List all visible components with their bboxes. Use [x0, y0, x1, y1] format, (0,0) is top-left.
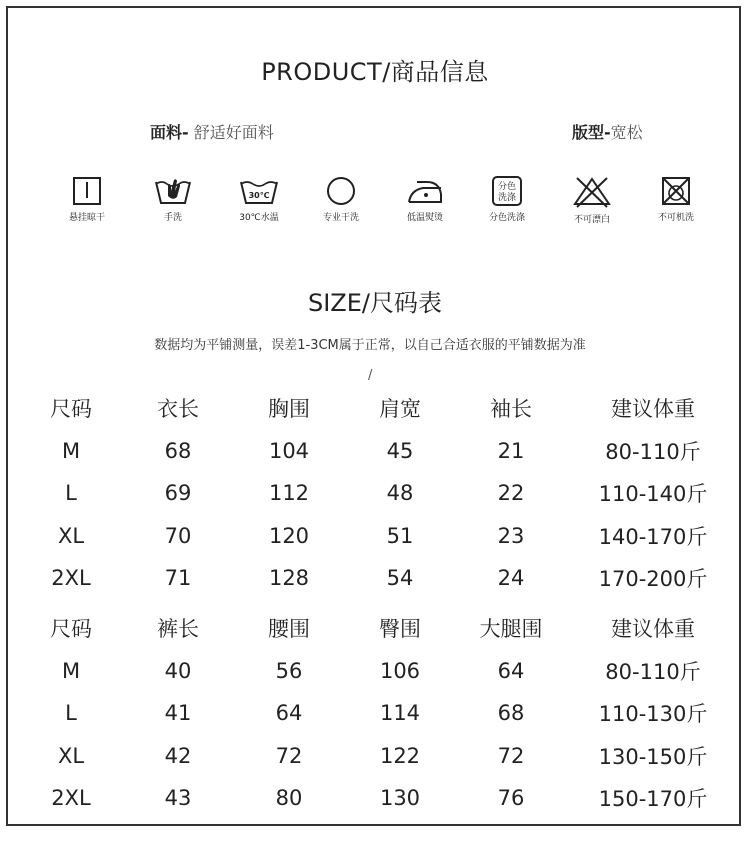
wash-30c-icon — [238, 176, 280, 206]
table-cell: 24 — [497, 566, 525, 591]
header-cell: 臀围 — [379, 617, 421, 642]
table-cell: 56 — [275, 658, 303, 683]
table-cell: 22 — [497, 481, 525, 506]
table-cell: 110-130斤 — [598, 702, 708, 727]
table-cell: 128 — [268, 566, 310, 591]
table-cell: 68 — [164, 438, 192, 463]
table-cell: XL — [57, 523, 85, 548]
care-item-no-bleach — [557, 176, 627, 225]
table-cell: 40 — [164, 658, 192, 683]
care-item-wash-separately — [472, 176, 542, 223]
care-label: 分色洗涤 — [488, 213, 525, 223]
table-row — [20, 777, 740, 820]
table-cell: 140-170斤 — [598, 524, 708, 549]
table-cell: 51 — [386, 523, 414, 548]
header-cell: 大腿围 — [479, 617, 543, 642]
fit-label: 版型- — [572, 123, 611, 142]
table-cell: 23 — [497, 523, 525, 548]
care-label: 30℃水温 — [239, 213, 279, 223]
fit-value: 宽松 — [610, 123, 643, 142]
care-label: 不可机洗 — [657, 213, 694, 223]
header-cell: 建议体重 — [611, 397, 695, 422]
header-cell: 袖长 — [490, 397, 532, 422]
table-cell: 104 — [268, 438, 310, 463]
care-label: 专业干洗 — [322, 213, 359, 223]
table-cell: 54 — [386, 566, 414, 591]
wash-separately-icon — [490, 176, 524, 206]
iron-low-icon — [405, 176, 445, 206]
svg-text:洗涤: 洗涤 — [497, 193, 517, 203]
care-label: 悬挂晾干 — [68, 213, 105, 223]
table-row — [20, 430, 740, 473]
care-label: 低温熨烫 — [406, 213, 443, 223]
table-cell: 71 — [164, 566, 192, 591]
dry-clean-icon — [324, 176, 358, 206]
table-row — [20, 692, 740, 735]
table-cell: 120 — [268, 523, 310, 548]
table-cell: 64 — [497, 658, 525, 683]
table-cell: 80-110斤 — [605, 439, 701, 464]
care-icons-row — [0, 176, 750, 236]
table-row — [20, 515, 740, 558]
fabric-value: 舒适好面料 — [188, 123, 274, 142]
care-label: 手洗 — [163, 213, 182, 223]
header-cell: 腰围 — [268, 617, 310, 642]
care-item-hand-wash — [138, 176, 208, 223]
table-cell: 70 — [164, 523, 192, 548]
table-header-row — [20, 607, 740, 650]
table-cell: 21 — [497, 438, 525, 463]
table-cell: 68 — [497, 701, 525, 726]
table-cell: 80-110斤 — [605, 659, 701, 684]
product-title: PRODUCT/商品信息 — [261, 58, 489, 86]
table-cell: 42 — [164, 743, 192, 768]
table-cell: 106 — [379, 658, 421, 683]
fabric-info — [150, 120, 274, 143]
table-cell: 130 — [379, 786, 421, 811]
no-machine-wash-icon — [659, 176, 693, 206]
care-item-no-machine-wash — [641, 176, 711, 223]
svg-text:30℃: 30℃ — [248, 191, 270, 200]
table-cell: 43 — [164, 786, 192, 811]
care-item-iron-low — [390, 176, 460, 223]
header-cell: 胸围 — [268, 397, 310, 422]
measurement-note: 数据均为平铺测量，误差1-3CM属于正常，以自己合适衣服的平铺数据为准 — [154, 338, 586, 353]
header-cell: 建议体重 — [611, 617, 695, 642]
care-item-wash-30c — [224, 176, 294, 223]
care-item-dry-clean — [306, 176, 376, 223]
table-cell: XL — [57, 743, 85, 768]
table-cell: 170-200斤 — [598, 567, 708, 592]
table-cell: 2XL — [51, 786, 91, 811]
table-cell: M — [61, 438, 81, 463]
no-bleach-icon — [572, 176, 612, 208]
fabric-label: 面料- — [150, 123, 189, 142]
table-row — [20, 650, 740, 693]
table-cell: 72 — [275, 743, 303, 768]
table-cell: L — [65, 481, 77, 506]
table-cell: 112 — [268, 481, 310, 506]
header-cell: 衣长 — [157, 397, 199, 422]
table-cell: 48 — [386, 481, 414, 506]
header-cell: 裤长 — [157, 617, 199, 642]
care-label: 不可漂白 — [573, 215, 610, 225]
table-row — [20, 557, 740, 600]
table-cell: 130-150斤 — [598, 744, 708, 769]
hang-dry-icon — [70, 176, 104, 206]
table-cell: 41 — [164, 701, 192, 726]
table-cell: 69 — [164, 481, 192, 506]
table-cell: 150-170斤 — [598, 787, 708, 812]
table-cell: 45 — [386, 438, 414, 463]
table-cell: 80 — [275, 786, 303, 811]
table-cell: 76 — [497, 786, 525, 811]
table-cell: 110-140斤 — [598, 482, 708, 507]
fit-info — [572, 120, 643, 143]
header-cell: 肩宽 — [379, 397, 421, 422]
table-cell: 122 — [379, 743, 421, 768]
hand-wash-icon — [153, 176, 193, 206]
top-size-table — [20, 387, 740, 600]
table-row — [20, 735, 740, 778]
table-cell: M — [61, 658, 81, 683]
header-cell: 尺码 — [50, 617, 92, 642]
table-cell: 64 — [275, 701, 303, 726]
table-cell: 2XL — [51, 566, 91, 591]
table-header-row — [20, 387, 740, 430]
bottom-size-table — [20, 607, 740, 820]
separator-mark: / — [368, 368, 373, 383]
header-cell: 尺码 — [50, 397, 92, 422]
table-cell: L — [65, 701, 77, 726]
size-chart-title: SIZE/尺码表 — [307, 289, 442, 317]
svg-text:分色: 分色 — [497, 182, 517, 192]
care-item-hang-dry — [52, 176, 122, 223]
table-cell: 114 — [379, 701, 421, 726]
table-row — [20, 472, 740, 515]
table-cell: 72 — [497, 743, 525, 768]
